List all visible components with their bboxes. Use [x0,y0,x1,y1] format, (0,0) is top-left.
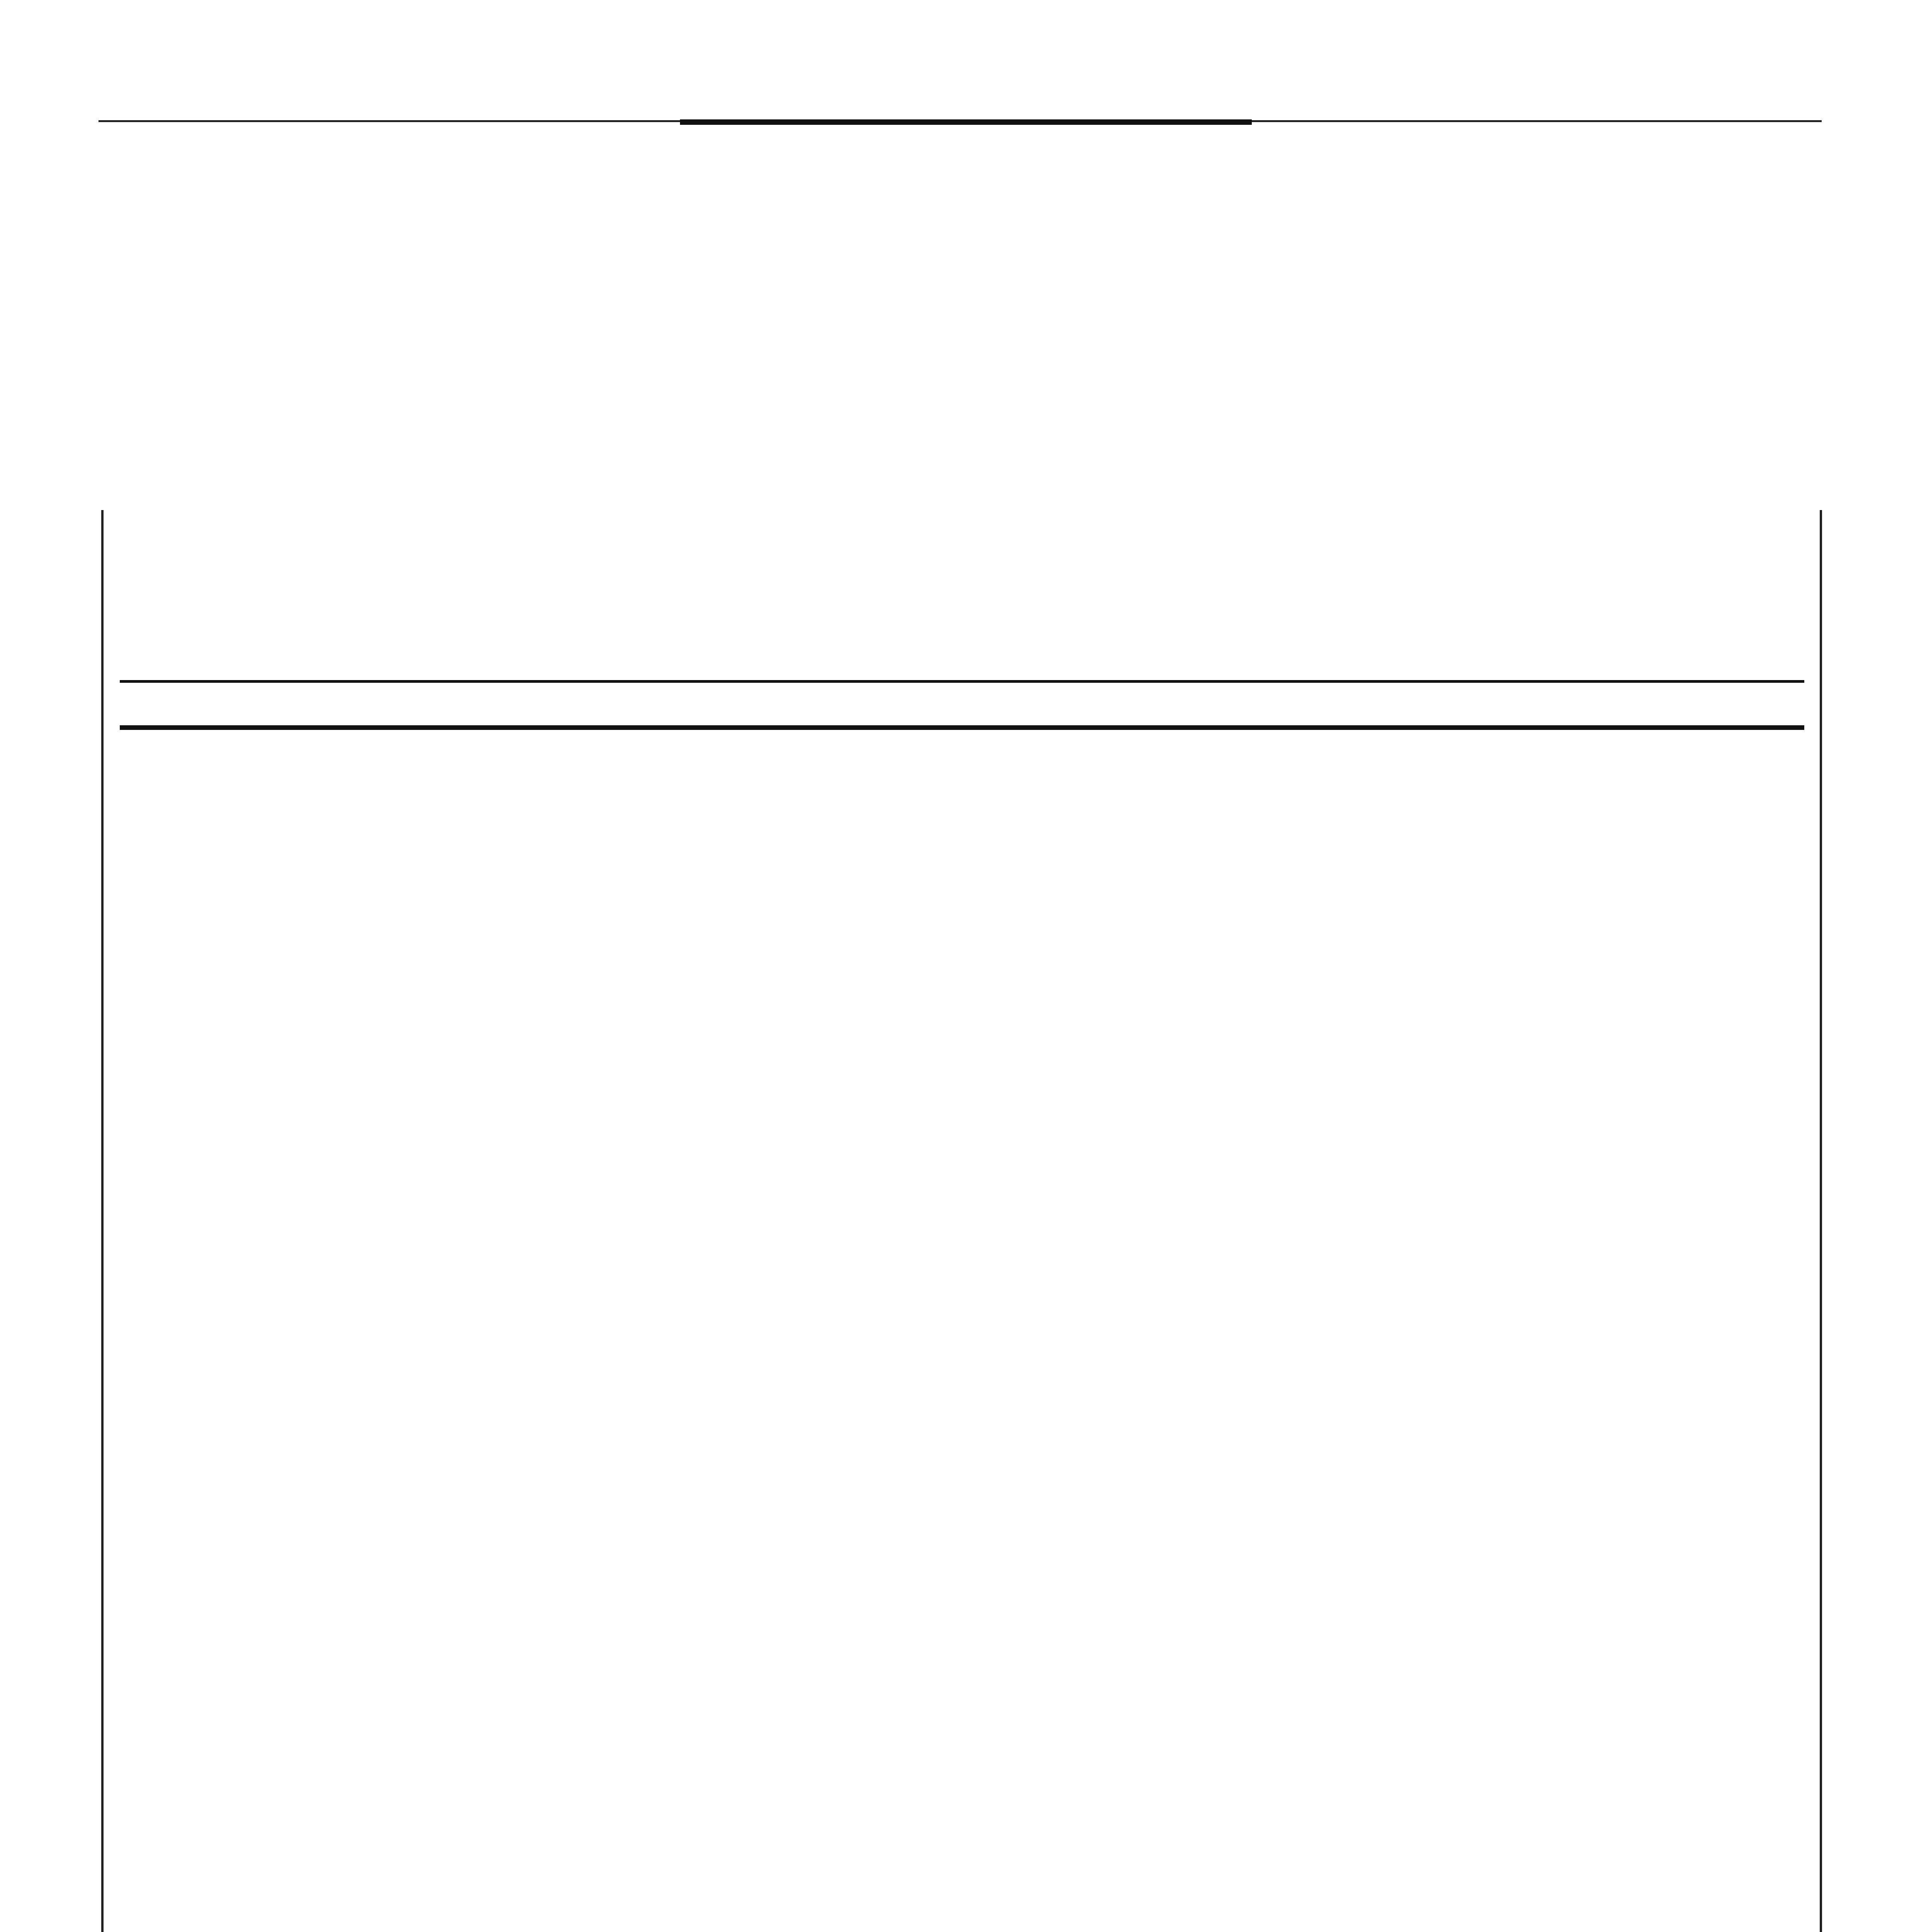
table-header-row [120,680,1804,728]
table-title [0,550,1914,590]
production-table [120,680,1804,728]
right-frame-rule [1820,510,1822,1932]
top-rule-accent [680,119,1252,125]
left-frame-rule [101,510,104,1932]
table-bottom-rule [120,728,1804,730]
commodity-header [390,694,393,724]
